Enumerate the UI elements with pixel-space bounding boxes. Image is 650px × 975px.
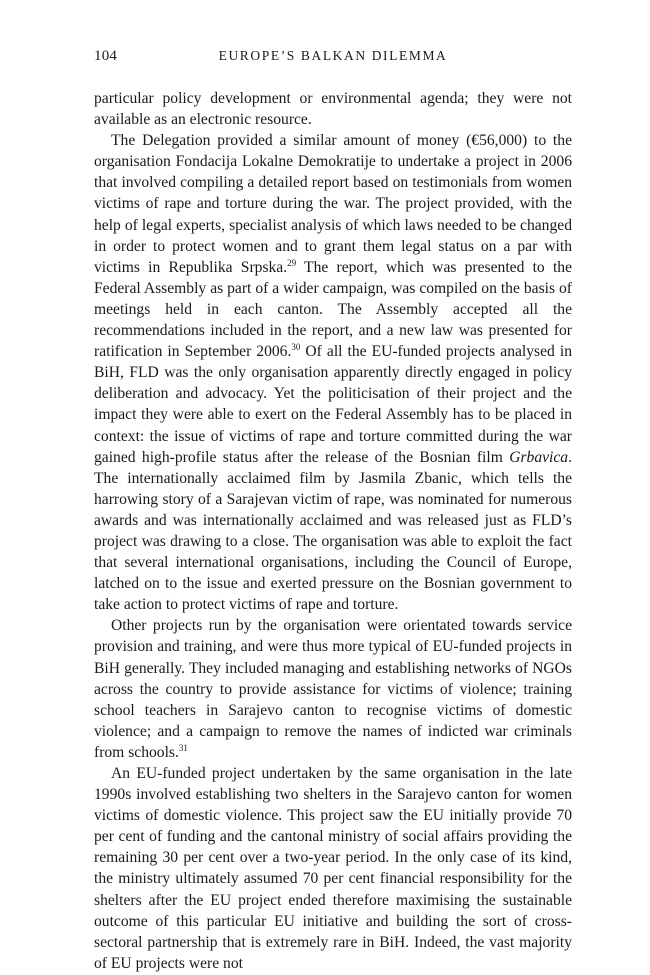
body-text	[94, 88, 572, 974]
footnote-ref-29: 29	[287, 257, 297, 268]
film-title: Grbavica	[509, 448, 569, 466]
footnote-ref-30: 30	[291, 341, 301, 352]
page-number: 104	[94, 48, 118, 64]
running-head	[94, 48, 572, 70]
paragraph-2-text-c: Of all the EU-funded projects analysed in BiH, FLD was the only organisation apparently directly engaged in policy deliberation and advocacy. Yet the politicisation of their project and the impact they were able to exert on the Federal Assembly has to be placed in context: the issue of victims of rape and torture committed during the war gained high-profile status after the release of the Bosnian film	[94, 343, 572, 466]
paragraph-2-text-d: . The internationally acclaimed film by Jasmila Zbanic, which tells the harrowing story of a Sarajevan victim of rape, was nominated for numerous awards and was internationally acclaimed and was released just as FLD’s project was drawing to a close. The organisation was able to exploit the fact that several international organisations, including the Council of Europe, latched on to the issue and exerted pressure on the Bosnian government to take action to protect victims of rape and torture.	[94, 448, 572, 614]
paragraph-1: particular policy development or environmental agenda; they were not available as an electronic resource.	[94, 90, 572, 129]
paragraph-3-text: Other projects run by the organisation were orientated towards service provision and training, and were thus more typical of EU-funded projects in BiH generally. They included managing and establishing networks of NGOs across the country to provide assistance for victims of violence; training school teachers in Sarajevo canton to recognise victims of domestic violence; and a campaign to remove the names of indicted war criminals from schools.	[94, 617, 572, 761]
footnote-ref-31: 31	[178, 742, 188, 753]
paragraph-2	[94, 130, 572, 615]
paragraph-3	[94, 615, 572, 763]
paragraph-4: An EU-funded project undertaken by the same organisation in the late 1990s involved establishing two shelters in the Sarajevo canton for women victims of domestic violence. This project saw the EU initially provide 70 per cent of funding and the cantonal ministry of social affairs providing the remaining 30 per cent over a two-year period. In the only case of its kind, the ministry ultimately assumed 70 per cent financial responsibility for the shelters after the EU project ended therefore maximising the sustainable outcome of this particular EU initiative and building the sort of cross-sectoral partnership that is extremely rare in BiH. Indeed, the vast majority of EU projects were not	[94, 765, 572, 972]
running-title: EUROPE’S BALKAN DILEMMA	[218, 48, 448, 63]
paragraph-2-text-b: The report, which was presented to the Federal Assembly as part of a wider campaign, was compiled on the basis of meetings held in each canton. The Assembly accepted all the recommendations included in the report, and a new law was presented for ratification in September 2006.	[94, 258, 572, 361]
paragraph-2-text-a: The Delegation provided a similar amount of money (€56,000) to the organisation Fondacija Lokalne Demokratije to undertake a project in 2006 that involved compiling a detailed report based on testimonials from women victims of rape and torture during the war. The project provided, with the help of legal experts, specialist analysis of which laws needed to be changed in order to protect women and to grant them legal status on a par with victims in Republika Srpska.	[94, 132, 572, 276]
